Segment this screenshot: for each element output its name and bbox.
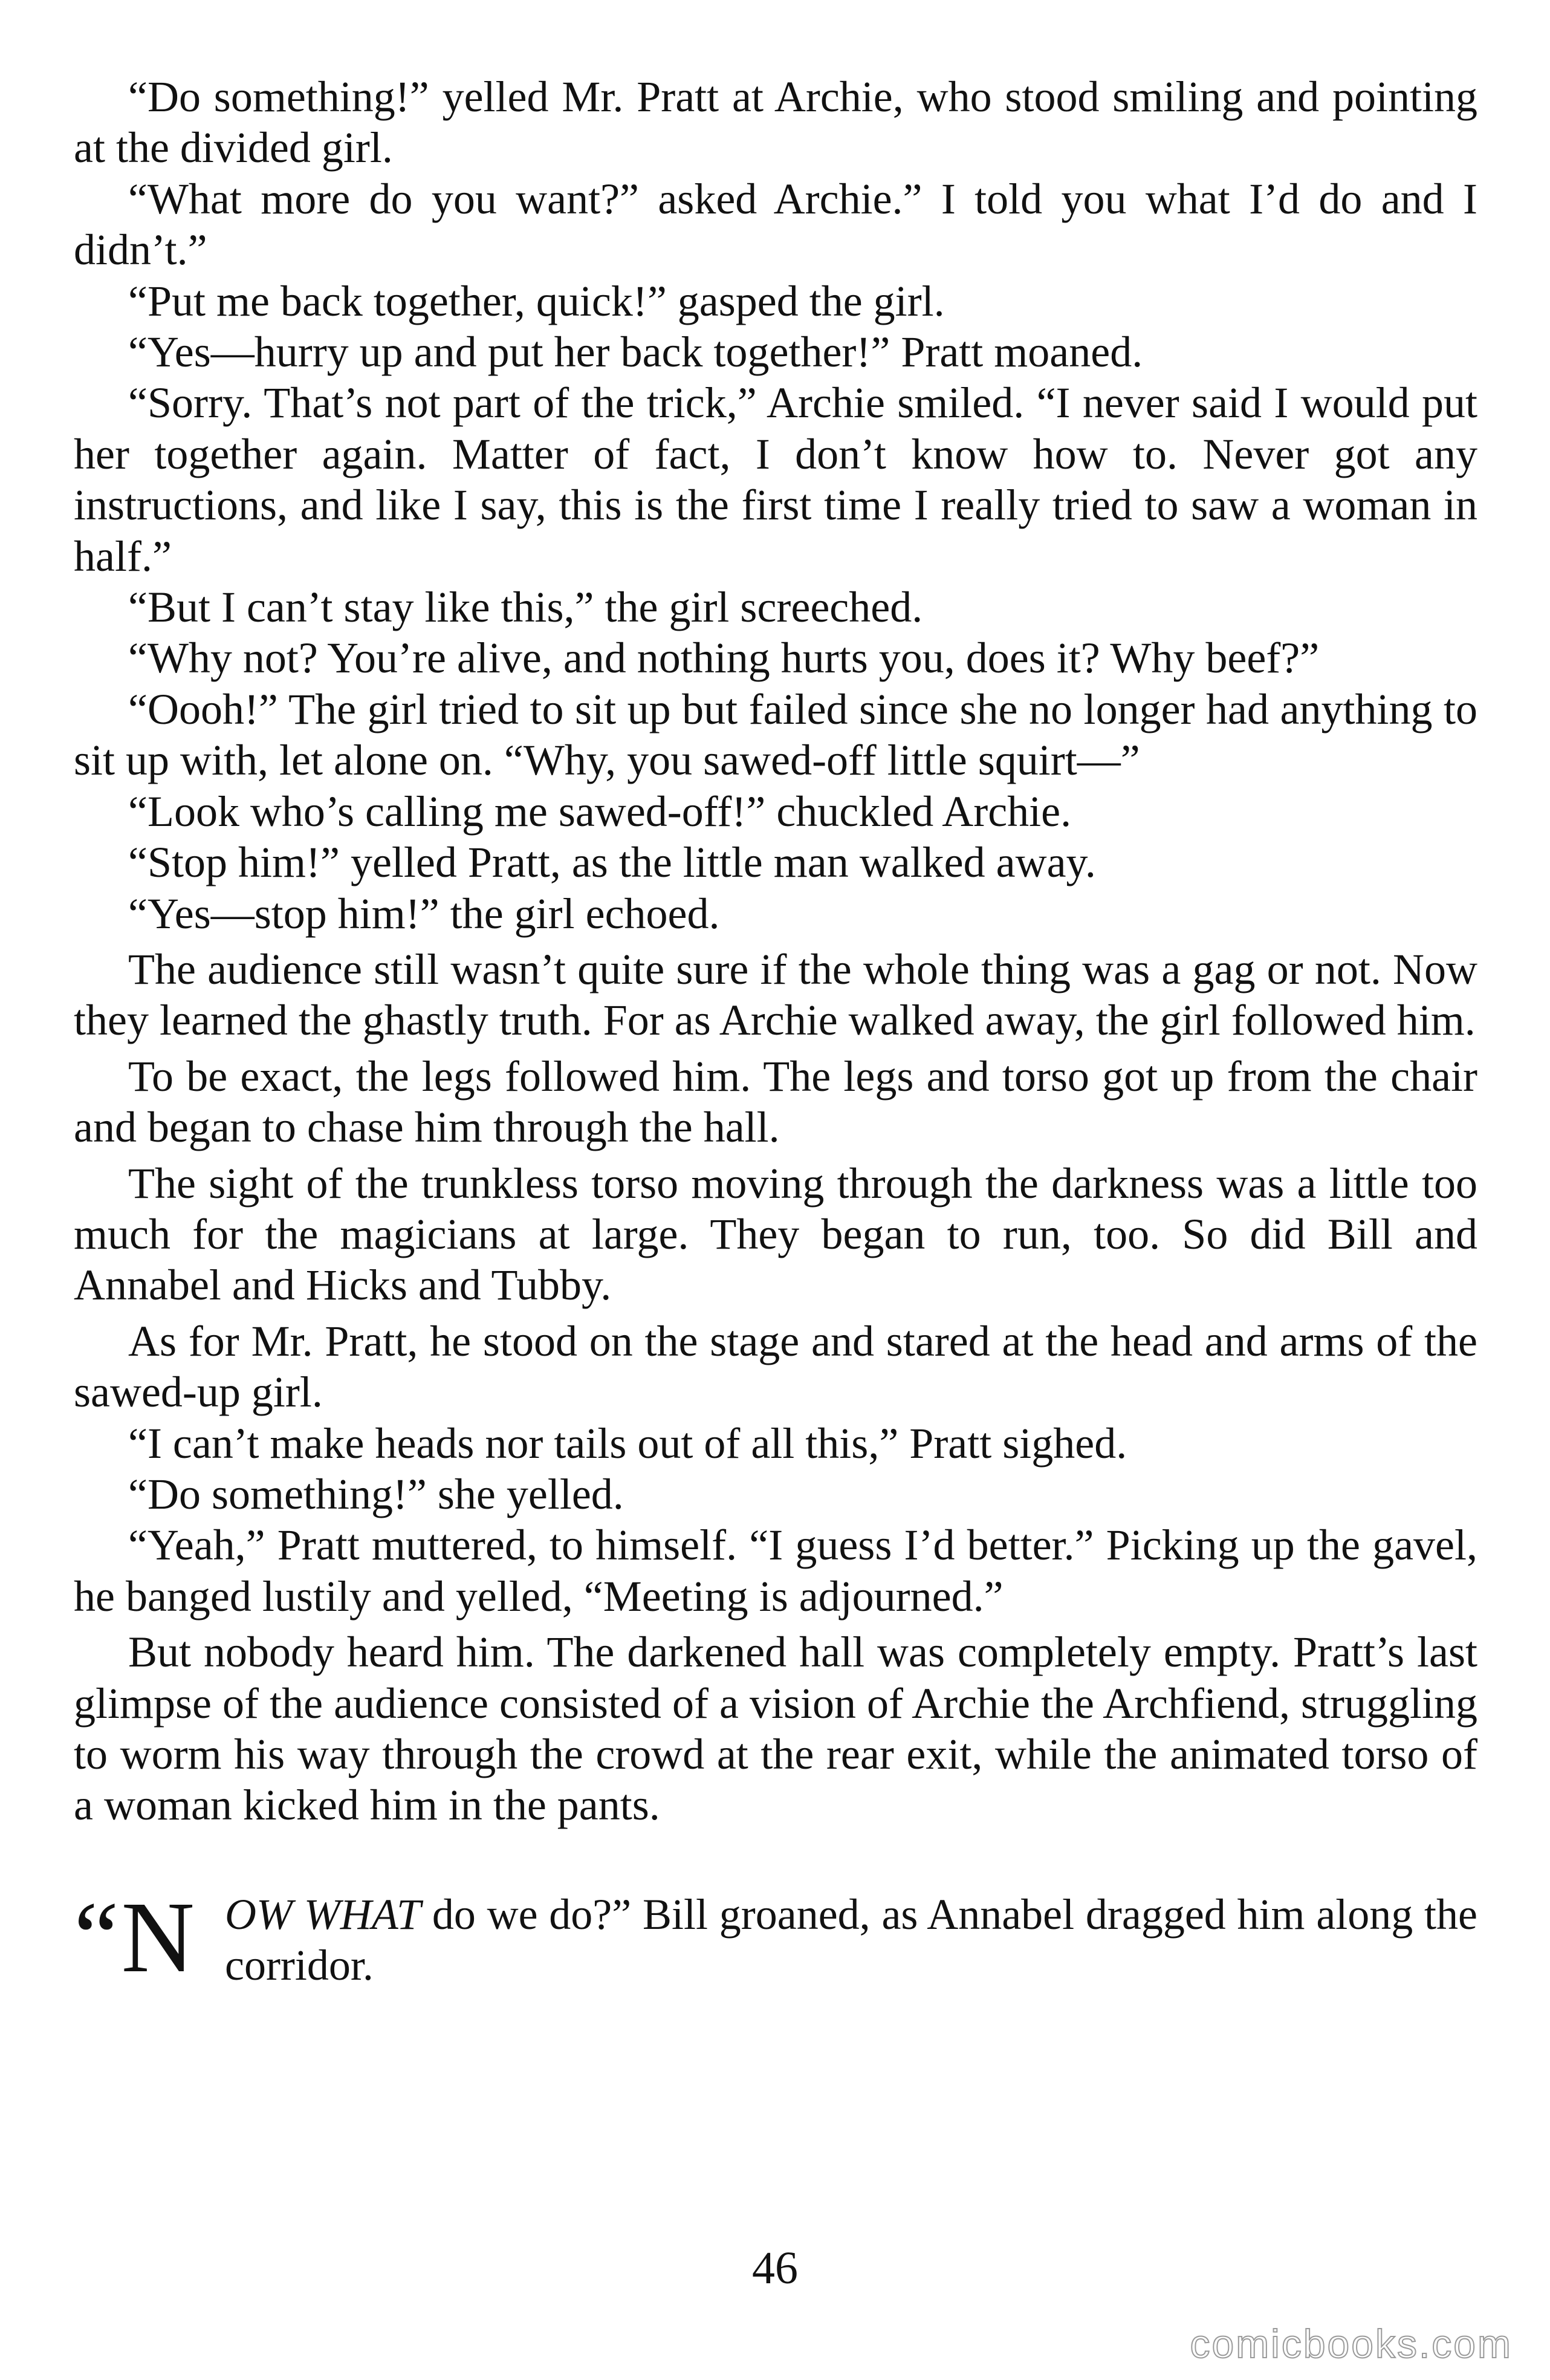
paragraph: To be exact, the legs followed him. The legs and torso got up from the chair and began to chase him through the hall. xyxy=(74,1052,1477,1152)
paragraph: “Put me back together, quick!” gasped the girl. xyxy=(128,276,945,325)
paragraph: “What more do you want?” asked Archie.” I told you what I’d do and I didn’t.” xyxy=(74,174,1477,275)
paragraph: “Yeah,” Pratt muttered, to himself. “I guess I’d better.” Picking up the gavel, he banged lustily and yelled, “Meeting is adjourned.” xyxy=(74,1521,1477,1621)
paragraph: “I can’t make heads nor tails out of all this,” Pratt sighed. xyxy=(128,1419,1127,1468)
paragraph: “Stop him!” yelled Pratt, as the little man walked away. xyxy=(128,838,1096,887)
lead-in-italic: OW WHAT xyxy=(225,1890,421,1939)
drop-cap: “N xyxy=(74,1881,197,1994)
paragraph: “Why not? You’re alive, and nothing hurts you, does it? Why beef?” xyxy=(128,634,1320,683)
watermark: comicbooks.com xyxy=(1190,2321,1513,2366)
section-opening xyxy=(74,1881,1478,1994)
paragraph: The sight of the trunkless torso moving through the darkness was a little too much for the magicians at large. They began to run, too. So did Bill and Annabel and Hicks and Tubby. xyxy=(74,1159,1477,1310)
lead-in-rest: do we do?” Bill groaned, as Annabel dragged him along the corridor. xyxy=(225,1890,1478,1990)
paragraph: “Do something!” yelled Mr. Pratt at Archie, who stood smiling and pointing at the divided girl. xyxy=(74,73,1477,172)
paragraph: “Sorry. That’s not part of the trick,” Archie smiled. “I never said I would put her together again. Matter of fact, I don’t know how to. Never got any instructions, and like I say, this is the first time I really tried to saw a woman in half.” xyxy=(74,379,1477,580)
paragraph: “But I can’t stay like this,” the girl screeched. xyxy=(128,583,923,632)
paragraph: As for Mr. Pratt, he stood on the stage and stared at the head and arms of the sawed-up girl. xyxy=(74,1316,1477,1417)
paragraph: “Do something!” she yelled. xyxy=(128,1469,624,1518)
paragraph: The audience still wasn’t quite sure if the whole thing was a gag or not. Now they learned the ghastly truth. For as Archie walked away, the girl followed him. xyxy=(74,945,1477,1045)
paragraph: “Oooh!” The girl tried to sit up but failed since she no longer had anything to sit up with, let alone on. “Why, you sawed-off little squirt—” xyxy=(74,684,1477,785)
paragraph: But nobody heard him. The darkened hall was completely empty. Pratt’s last glimpse of the audience consisted of a vision of Archie the Archfiend, struggling to worm his way through the crowd at the rear exit, while the animated torso of a woman kicked him in the pants. xyxy=(74,1628,1477,1830)
page-number: 46 xyxy=(752,2243,798,2294)
section-first-paragraph xyxy=(74,1881,1478,1994)
paragraph: “Look who’s calling me sawed-off!” chuckled Archie. xyxy=(128,787,1072,836)
book-page xyxy=(74,71,1478,1994)
paragraph: “Yes—hurry up and put her back together!” Pratt moaned. xyxy=(128,328,1143,377)
paragraph: “Yes—stop him!” the girl echoed. xyxy=(128,889,720,938)
